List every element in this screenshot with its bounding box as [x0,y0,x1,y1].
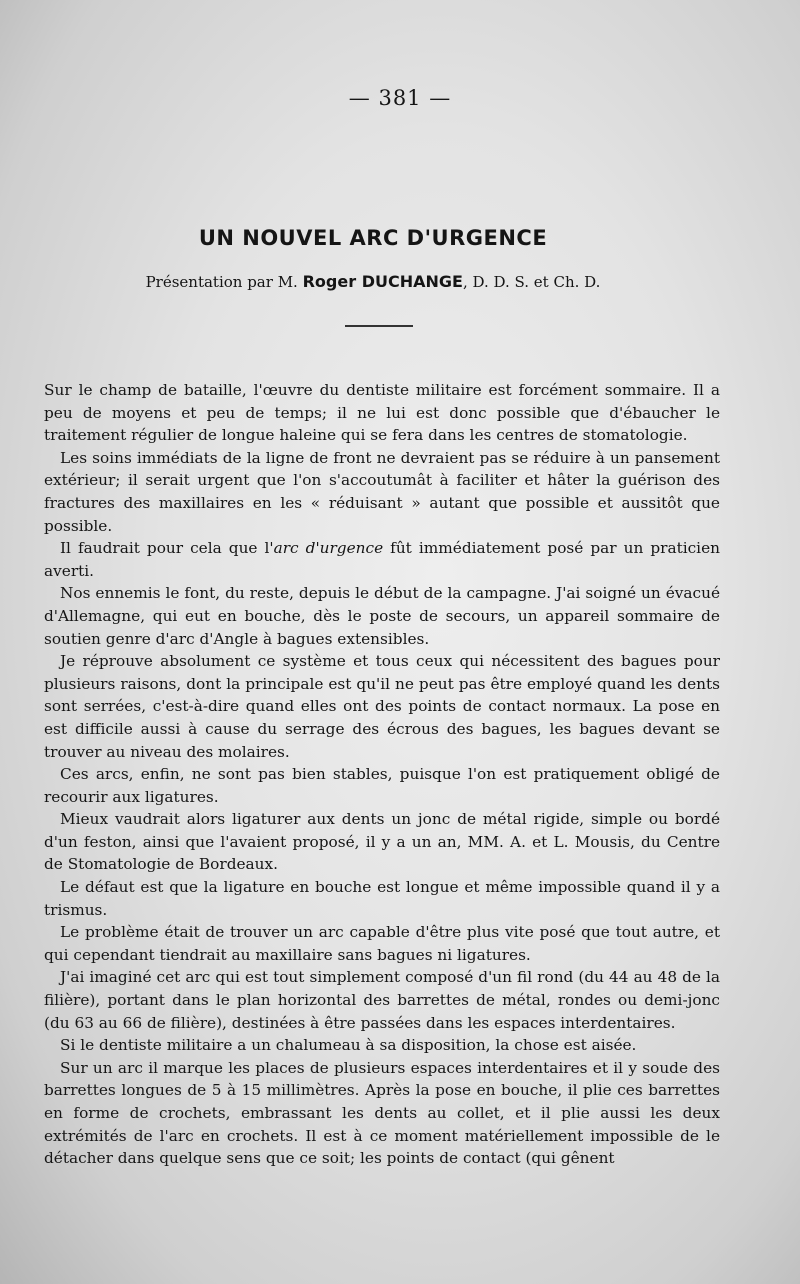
paragraph: J'ai imaginé cet arc qui est tout simplement composé d'un fil rond (du 44 au 48 de la filière), portant dans le plan horizontal des barrettes de métal, rondes ou demi-jonc (du 63 au 66 de filière), destinées à être passées dans les espaces interdentaires. [44,968,720,1032]
paragraph [44,537,720,582]
title-divider [345,325,413,327]
paragraph: Sur un arc il marque les places de plusieurs espaces interdentaires et il y soude des barrettes longues de 5 à 15 millimètres. Après la pose en bouche, il plie ces barrettes en forme de crochets, embrassant les dents au collet, et il plie aussi les deux extrémités de l'arc en crochets. Il est à ce moment matériellement impossible de le détacher dans quelque sens que ce soit; les points de contact (qui gênent [44,1058,720,1168]
paragraph: Sur le champ de bataille, l'œuvre du dentiste militaire est forcément sommaire. Il a peu de moyens et peu de temps; il ne lui est donc possible que d'ébaucher le traitement régulier de longue haleine qui se fera dans les centres de stomatologie. [44,381,720,445]
paragraph: Mieux vaudrait alors ligaturer aux dents un jonc de métal rigide, simple ou bordé d'un feston, ainsi que l'avaient proposé, il y a un an, MM. A. et L. Mousis, du Centre de Stomatologie de Bordeaux. [44,810,720,874]
byline-prefix: Présentation par M. [145,273,298,291]
paragraph: Les soins immédiats de la ligne de front ne devraient pas se réduire à un pansement extérieur; il serait urgent que l'on s'accoutumât à faciliter et hâter la guérison des fractures des maxillaires en les « réduisant » autant que possible et aussitôt que possible. [44,448,720,535]
article-body [44,379,720,1170]
paragraph: Si le dentiste militaire a un chalumeau à sa disposition, la chose est aisée. [60,1036,637,1055]
paragraph-text: fût immédiatement posé par un praticien averti. [44,539,720,580]
paragraph: Je réprouve absolument ce système et tous ceux qui nécessitent des bagues pour plusieurs raisons, dont la principale est qu'il ne peut pas être employé quand les dents sont serrées, c'est-à-dire quand elles ont des points de contact normaux. La pose en est difficile aussi à cause du serrage des écrous des bagues, les bagues devant se trouver au niveau des molaires. [44,652,720,761]
author-name: Roger DUCHANGE [302,272,463,291]
emphasized-term: arc d'urgence [273,539,384,558]
paragraph: Le problème était de trouver un arc capable d'être plus vite posé que tout autre, et qui cependant tiendrait au maxillaire sans bagues ni ligatures. [44,923,720,964]
paragraph: Ces arcs, enfin, ne sont pas bien stables, puisque l'on est pratiquement obligé de recourir aux ligatures. [44,765,720,806]
byline-suffix: , D. D. S. et Ch. D. [462,273,601,291]
paragraph: Nos ennemis le font, du reste, depuis le début de la campagne. J'ai soigné un évacué d'Allemagne, qui eut en bouche, dès le poste de secours, un appareil sommaire de soutien genre d'arc d'Angle à bagues extensibles. [44,584,720,648]
paragraph: Le défaut est que la ligature en bouche est longue et même impossible quand il y a trismus. [44,878,720,919]
byline [0,272,746,291]
paragraph-text: Il faudrait pour cela que l' [60,539,274,558]
page-number: — 381 — [348,86,452,110]
article-title: UN NOUVEL ARC D'URGENCE [198,226,548,250]
